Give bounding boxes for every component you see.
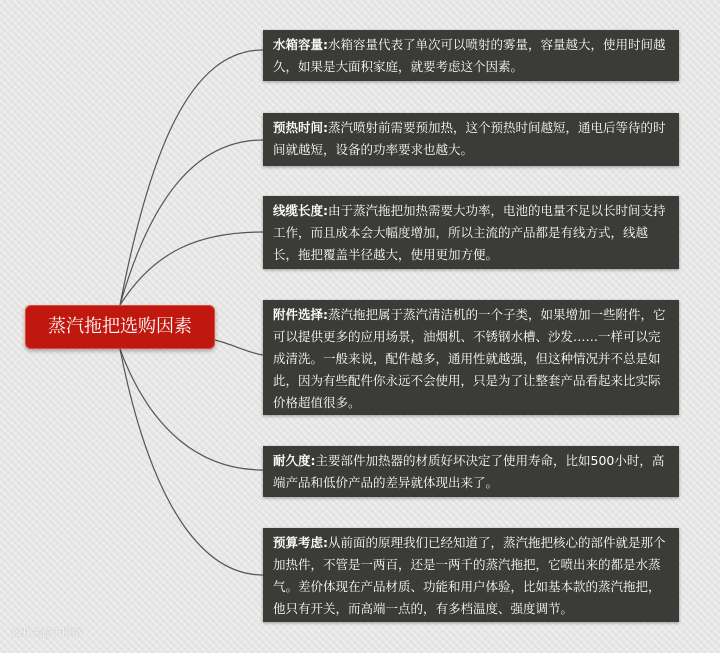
factor-text: 从前面的原理我们已经知道了，蒸汽拖把核心的部件就是那个加热件，不管是一两百，还是一两千的蒸汽拖把，它喷出来的都是水蒸气。差价体现在产品材质、功能和用户体验，比如基本款的蒸汽拖把，他只有开关，而高端一点的，有多档温度、强度调节。 <box>273 535 666 616</box>
factor-term: 线缆长度: <box>273 203 328 218</box>
connector-6 <box>120 349 263 575</box>
watermark: 图片来源于网络 <box>12 628 82 639</box>
factor-card-cable-length <box>263 196 679 269</box>
factor-text: 水箱容量代表了单次可以喷射的雾量，容量越大，使用时间越久，如果是大面积家庭，就要考虑这个因素。 <box>273 37 666 74</box>
connector-5 <box>120 349 263 470</box>
factor-text: 主要部件加热器的材质好坏决定了使用寿命，比如500小时，高端产品和低价产品的差异就体现出来了。 <box>273 453 665 490</box>
factor-text: 由于蒸汽拖把加热需要大功率，电池的电量不足以长时间支持工作，而且成本会大幅度增加，所以主流的产品都是有线方式，线越长，拖把覆盖半径越大，使用更加方便。 <box>273 203 666 262</box>
factor-card-accessories <box>263 300 679 415</box>
connector-2 <box>120 140 263 305</box>
root-title: 蒸汽拖把选购因素 <box>48 316 192 337</box>
factor-term: 附件选择: <box>273 307 328 322</box>
factor-card-water-tank <box>263 30 679 81</box>
factor-term: 水箱容量: <box>273 37 328 52</box>
root-topic <box>25 305 215 349</box>
factor-card-durability <box>263 446 679 497</box>
factor-term: 预热时间: <box>273 120 328 135</box>
factor-term: 耐久度: <box>273 453 316 468</box>
factor-text: 蒸汽喷射前需要预加热，这个预热时间越短，通电后等待的时间就越短，设备的功率要求也越大。 <box>273 120 666 157</box>
factor-card-budget <box>263 528 679 622</box>
factor-text: 蒸汽拖把属于蒸汽清洁机的一个子类，如果增加一些附件，它可以提供更多的应用场景，油烟机、不锈钢水槽、沙发……一样可以完成清洗。一般来说，配件越多，通用性就越强，但这种情况并不总是如此，因为有些配件你永远不会使用，只是为了让整套产品看起来比实际价格超值很多。 <box>273 307 666 410</box>
factor-card-preheat-time <box>263 113 679 166</box>
factor-term: 预算考虑: <box>273 535 328 550</box>
connector-1 <box>120 50 263 305</box>
connector-4 <box>215 340 263 355</box>
